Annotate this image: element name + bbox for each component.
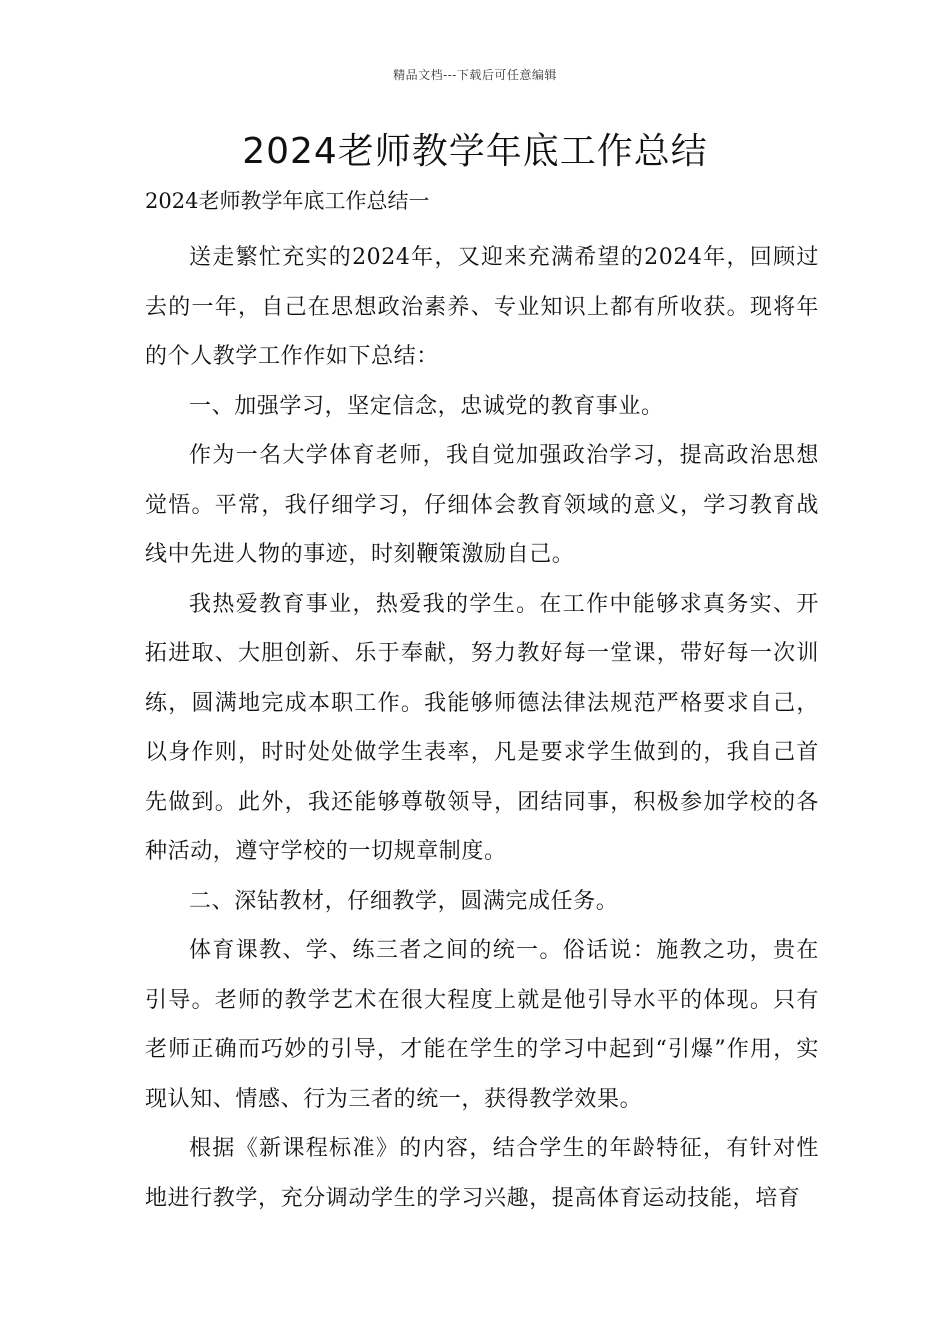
document-title: 2024老师教学年底工作总结 bbox=[242, 131, 708, 172]
paragraph: 我热爱教育事业，热爱我的学生。在工作中能够求真务实、开拓进取、大胆创新、乐于奉献，努力教好每一堂课，带好每一次训练，圆满地完成本职工作。我能够师德法律法规范严格要求自己，以身作则，时时处处做学生表率，凡是要求学生做到的，我自己首先做到。此外，我还能够尊敬领导，团结同事，积极参加学校的各种活动，遵守学校的一切规章制度。 bbox=[145, 591, 819, 864]
paragraph: 根据《新课程标准》的内容，结合学生的年龄特征，有针对性地进行教学，充分调动学生的学习兴趣，提高体育运动技能，培育 bbox=[145, 1136, 819, 1211]
document-body bbox=[145, 233, 819, 1223]
header-note: 精品文档---下载后可任意编辑 bbox=[393, 68, 557, 82]
paragraph-intro: 送走繁忙充实的2024年，又迎来充满希望的2024年，回顾过去的一年，自己在思想政治素养、专业知识上都有所收获。现将年的个人教学工作作如下总结： bbox=[145, 245, 819, 369]
paragraph: 作为一名大学体育老师，我自觉加强政治学习，提高政治思想觉悟。平常，我仔细学习，仔细体会教育领域的意义，学习教育战线中先进人物的事迹，时刻鞭策激励自己。 bbox=[145, 443, 819, 567]
document-subtitle: 2024老师教学年底工作总结一 bbox=[145, 189, 430, 213]
section-heading-1: 一、加强学习，坚定信念，忠诚党的教育事业。 bbox=[189, 393, 664, 419]
paragraph: 体育课教、学、练三者之间的统一。俗话说：施教之功，贵在引导。老师的教学艺术在很大程度上就是他引导水平的体现。只有老师正确而巧妙的引导，才能在学生的学习中起到“引爆”作用，实现认知、情感、行为三者的统一，获得教学效果。 bbox=[145, 938, 819, 1112]
section-heading-2: 二、深钻教材，仔细教学，圆满完成任务。 bbox=[189, 888, 619, 914]
